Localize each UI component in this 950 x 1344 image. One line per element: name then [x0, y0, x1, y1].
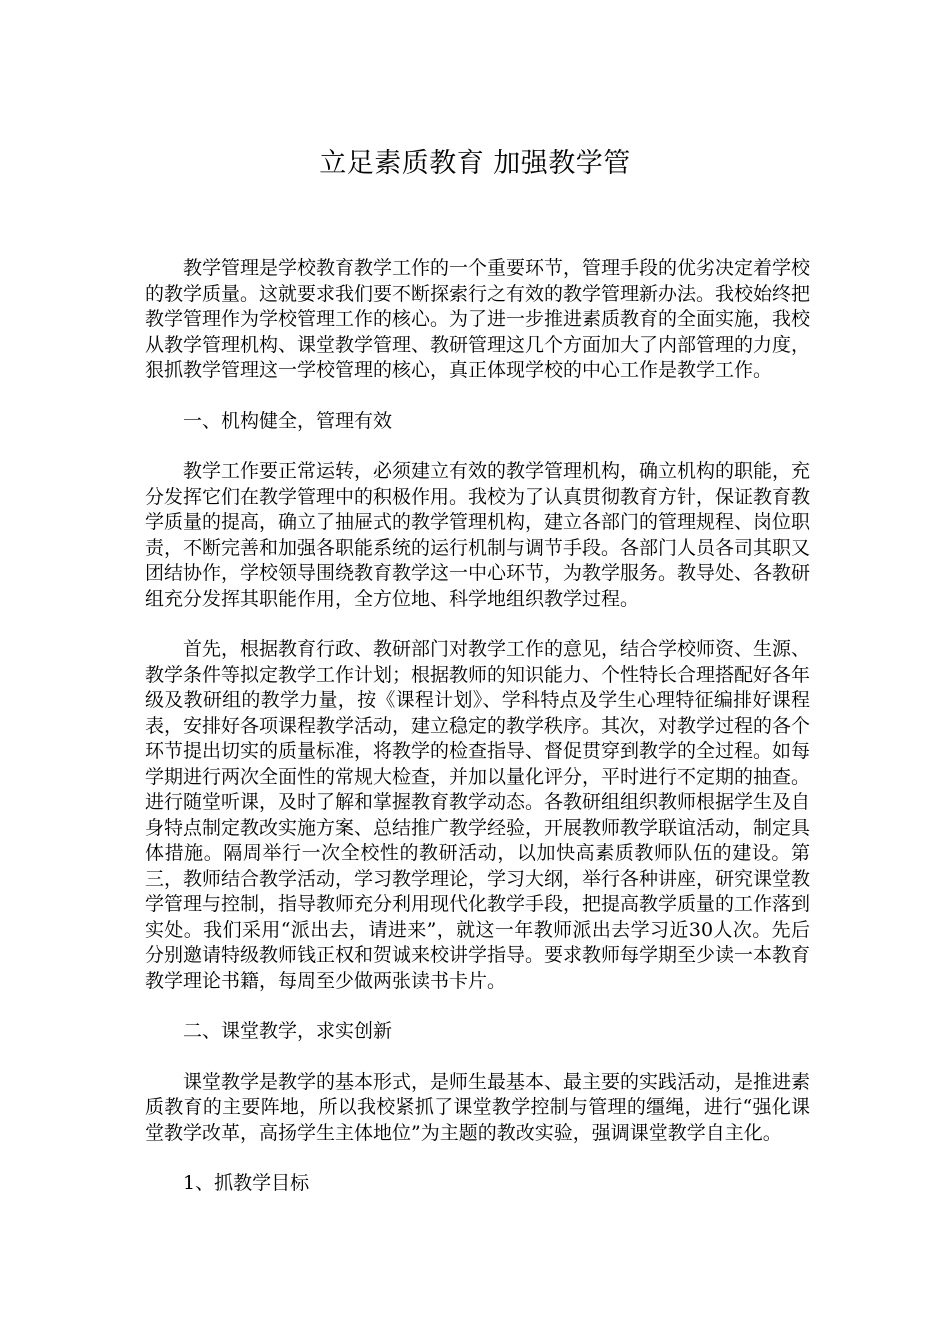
paragraph-gap: [145, 994, 810, 1019]
section-heading-1: 一、机构健全，管理有效: [183, 409, 393, 432]
page-title: 立足素质教育 加强教学管: [319, 148, 631, 179]
paragraph-gap: [145, 1045, 810, 1070]
section-heading-2: 二、课堂教学，求实创新: [183, 1020, 393, 1042]
paragraph-gap: [145, 434, 810, 459]
paragraph-classroom: 课堂教学是教学的基本形式，是师生最基本、最主要的实践活动，是推进素质教育的主要阵地，所以我校紧抓了课堂教学控制与管理的缰绳，进行“强化课堂教学改革，高扬学生主体地位”为主题的教改实验，强调课堂教学自主化。: [145, 1070, 811, 1144]
paragraph-gap: [145, 612, 810, 637]
paragraph-gap: [145, 1146, 810, 1171]
paragraph-measures: 首先，根据教育行政、教研部门对教学工作的意见，结合学校师资、生源、教学条件等拟定教学工作计划；根据教师的知识能力、个性特长合理搭配好各年级及教研组的教学力量，按《课程计划》、学科特点及学生心理特征编排好课程表，安排好各项课程教学活动，建立稳定的教学秩序。其次，对教学过程的各个环节提出切实的质量标准，将教学的检查指导、督促贯穿到教学的全过程。如每学期进行两次全面性的常规大检查，并加以量化评分，平时进行不定期的抽查。进行随堂听课，及时了解和掌握教育教学动态。各教研组组织教师根据学生及自身特点制定教改实施方案、总结推广教学经验，开展教师教学联谊活动，制定具体措施。隔周举行一次全校性的教研活动，以加快高素质教师队伍的建设。第三，教师结合教学活动，学习教学理论，学习大纲，举行各种讲座，研究课堂教学管理与控制，指导教师充分利用现代化教学手段，把提高教学质量的工作落到实处。我们采用“派出去，请进来”，就这一年教师派出去学习近30人次。先后分别邀请特级教师钱正权和贺诚来校讲学指导。要求教师每学期至少读一本教育教学理论书籍，每周至少做两张读书卡片。: [145, 638, 811, 992]
document-body: [145, 256, 810, 1197]
subsection-heading-1: 1、抓教学目标: [183, 1172, 310, 1194]
paragraph-intro: 教学管理是学校教育教学工作的一个重要环节，管理手段的优劣决定着学校的教学质量。这就要求我们要不断探索行之有效的教学管理新办法。我校始终把教学管理作为学校管理工作的核心。为了进一步推进素质教育的全面实施，我校从教学管理机构、课堂教学管理、教研管理这几个方面加大了内部管理的力度，狠抓教学管理这一学校管理的核心，真正体现学校的中心工作是教学工作。: [145, 257, 811, 381]
paragraph-gap: [145, 384, 810, 409]
paragraph-organization: 教学工作要正常运转，必须建立有效的教学管理机构，确立机构的职能，充分发挥它们在教学管理中的积极作用。我校为了认真贯彻教育方针，保证教育教学质量的提高，确立了抽屉式的教学管理机构，建立各部门的管理规程、岗位职责，不断完善和加强各职能系统的运行机制与调节手段。各部门人员各司其职又团结协作，学校领导围绕教育教学这一中心环节，为教学服务。教导处、各教研组充分发挥其职能作用，全方位地、科学地组织教学过程。: [145, 460, 811, 610]
